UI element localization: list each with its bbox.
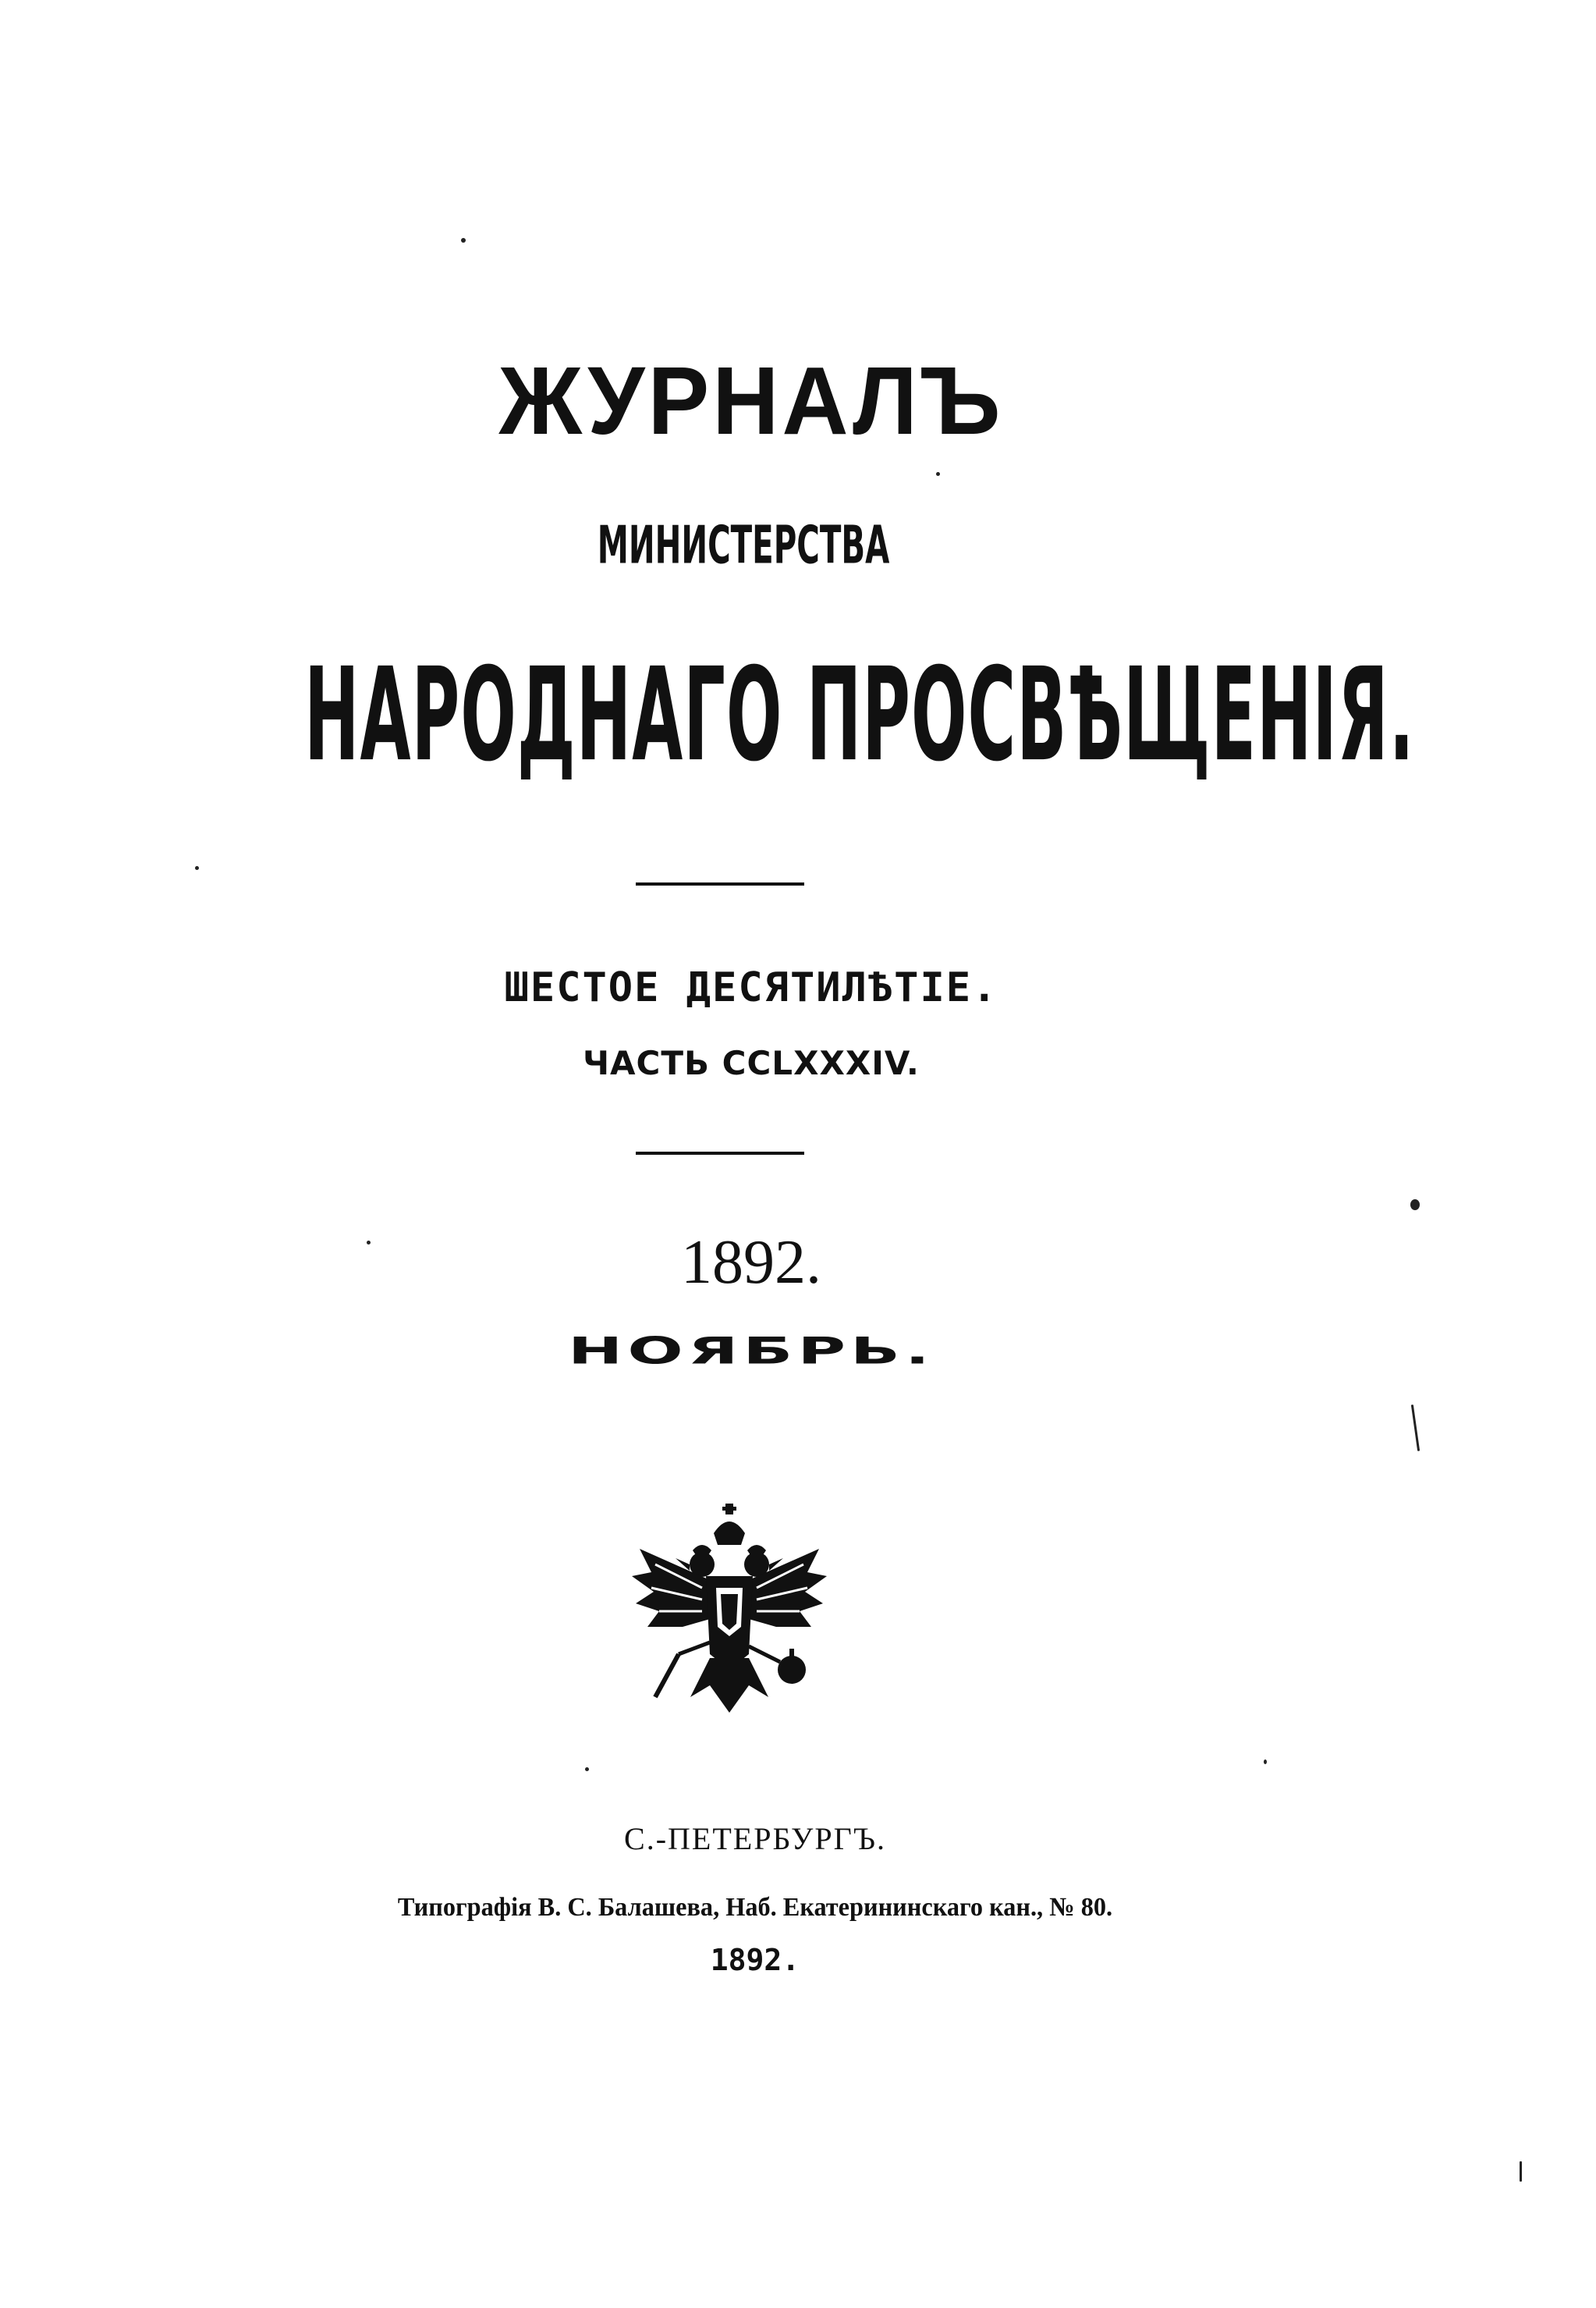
scan-speck	[1411, 1404, 1420, 1451]
divider-rule-bottom	[636, 1152, 804, 1155]
scan-speck	[195, 866, 199, 870]
scan-speck	[936, 472, 940, 476]
decade-label: ШЕСТОЕ ДЕСЯТИЛѢТІЕ.	[504, 964, 998, 1011]
education-title: НАРОДНАГО ПРОСВѢЩЕНІЯ.	[304, 641, 1415, 790]
scan-speck	[1410, 1199, 1420, 1210]
ministry-title: МИНИСТЕРСТВА	[597, 515, 890, 577]
scan-speck	[585, 1767, 589, 1771]
issue-year: 1892.	[681, 1228, 821, 1297]
issue-month: НОЯБРЬ.	[568, 1329, 935, 1373]
imprint-year: 1892.	[710, 1943, 800, 1977]
scan-speck	[367, 1241, 371, 1245]
journal-title: ЖУРНАЛЪ	[498, 346, 1004, 456]
scan-speck	[461, 238, 466, 243]
part-label: ЧАСТЬ CCLXXXIV.	[583, 1044, 920, 1082]
divider-rule-top	[636, 882, 804, 886]
imprint-printer: Типографія В. С. Балашева, Наб. Екатерининскаго кан., № 80.	[397, 1893, 1113, 1922]
double-headed-eagle-icon	[624, 1502, 835, 1728]
imprint-city: С.-ПЕТЕРБУРГЪ.	[624, 1821, 886, 1856]
scan-speck	[1264, 1759, 1267, 1764]
scan-speck	[1520, 2161, 1522, 2182]
